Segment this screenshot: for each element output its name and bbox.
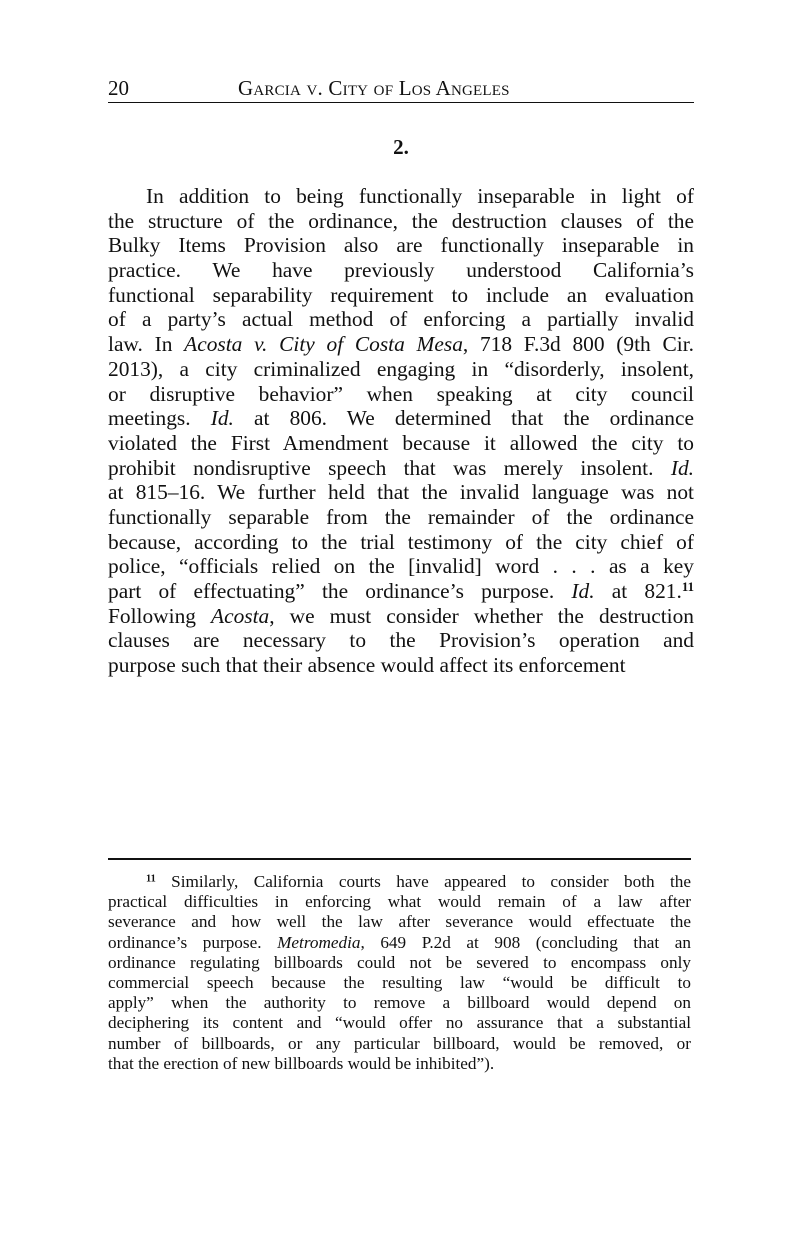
body-line: clauses are necessary to the Provision’s operation and xyxy=(108,628,694,653)
text-run: , 718 F.3d 800 (9th Cir. xyxy=(462,332,694,357)
body-line: the structure of the ordinance, the destruction clauses of the xyxy=(108,208,694,233)
text-run: at 806. We determined that the ordinance xyxy=(233,406,694,431)
footnote-separator xyxy=(108,858,691,860)
italic-citation: Id. xyxy=(670,455,694,480)
text-run: part of effectuating” the ordinance’s purpose. xyxy=(108,579,572,603)
footnote-line: ordinance regulating billboards could not be severed to encompass only xyxy=(108,952,691,972)
page-number: 20 xyxy=(108,76,129,100)
body-line xyxy=(108,332,694,357)
italic-citation: Metromedia xyxy=(277,932,361,952)
footnote-marker: 11 xyxy=(681,579,694,594)
footnote-line: commercial speech because the resulting law “would be difficult to xyxy=(108,972,691,992)
body-line: practice. We have previously understood California’s xyxy=(108,258,694,283)
footnote-line: severance and how well the law after severance would effectuate the xyxy=(108,912,691,932)
footnote-line: number of billboards, or any particular billboard, would be removed, or xyxy=(108,1033,691,1053)
text-run: meetings. xyxy=(108,406,211,431)
text-run: Similarly, California courts have appeared to consider both the xyxy=(155,872,691,891)
body-line: of a party’s actual method of enforcing a partially invalid xyxy=(108,307,694,332)
running-title: Garcia v. City of Los Angeles xyxy=(238,76,510,100)
body-line: at 815–16. We further held that the invalid language was not xyxy=(108,480,694,505)
footnote-marker: 11 xyxy=(146,873,156,885)
body-line xyxy=(108,604,694,629)
body-paragraph xyxy=(108,184,694,678)
footnote-line: deciphering its content and “would offer no assurance that a substantial xyxy=(108,1013,691,1033)
italic-citation: Id. xyxy=(571,579,595,603)
body-line: functional separability requirement to include an evaluation xyxy=(108,282,694,307)
body-line: purpose such that their absence would affect its enforcement xyxy=(108,653,626,678)
text-run: prohibit nondisruptive speech that was merely insolent. xyxy=(108,455,671,480)
body-line: Bulky Items Provision also are functionally inseparable in xyxy=(108,233,694,258)
body-line xyxy=(108,579,694,604)
text-run: law. In xyxy=(108,332,185,357)
footnote-line: practical difficulties in enforcing what would remain of a law after xyxy=(108,892,691,912)
body-line xyxy=(108,406,694,431)
body-line: police, “officials relied on the [invalid] word . . . as a key xyxy=(108,554,694,579)
footnote-line: that the erection of new billboards would be inhibited”). xyxy=(108,1053,495,1073)
footnote-line xyxy=(108,872,691,892)
body-line xyxy=(108,456,694,481)
text-run: at 821. xyxy=(594,579,682,603)
text-run: Following xyxy=(108,603,212,628)
body-line: In addition to being functionally inseparable in light of xyxy=(146,184,694,208)
body-line: or disruptive behavior” when speaking at city council xyxy=(108,381,694,406)
body-line: because, according to the trial testimony of the city chief of xyxy=(108,529,694,554)
running-header xyxy=(108,74,694,102)
italic-citation: Id. xyxy=(210,406,234,431)
text-run: , we must consider whether the destruction xyxy=(269,603,694,628)
italic-citation: Acosta xyxy=(211,603,270,628)
body-line: functionally separable from the remainder of the ordinance xyxy=(108,504,694,529)
body-line: 2013), a city criminalized engaging in “disorderly, insolent, xyxy=(108,356,694,381)
section-heading: 2. xyxy=(393,135,409,159)
body-line: violated the First Amendment because it allowed the city to xyxy=(108,430,694,455)
italic-citation: Acosta v. City of Costa Mesa xyxy=(184,332,463,357)
text-run: , 649 P.2d at 908 (concluding that an xyxy=(360,932,691,952)
text-run: ordinance’s purpose. xyxy=(108,932,278,952)
footnote-line: apply” when the authority to remove a billboard would depend on xyxy=(108,993,691,1013)
footnote-11 xyxy=(108,872,691,1074)
footnote-line xyxy=(108,933,691,953)
header-rule xyxy=(108,102,694,103)
